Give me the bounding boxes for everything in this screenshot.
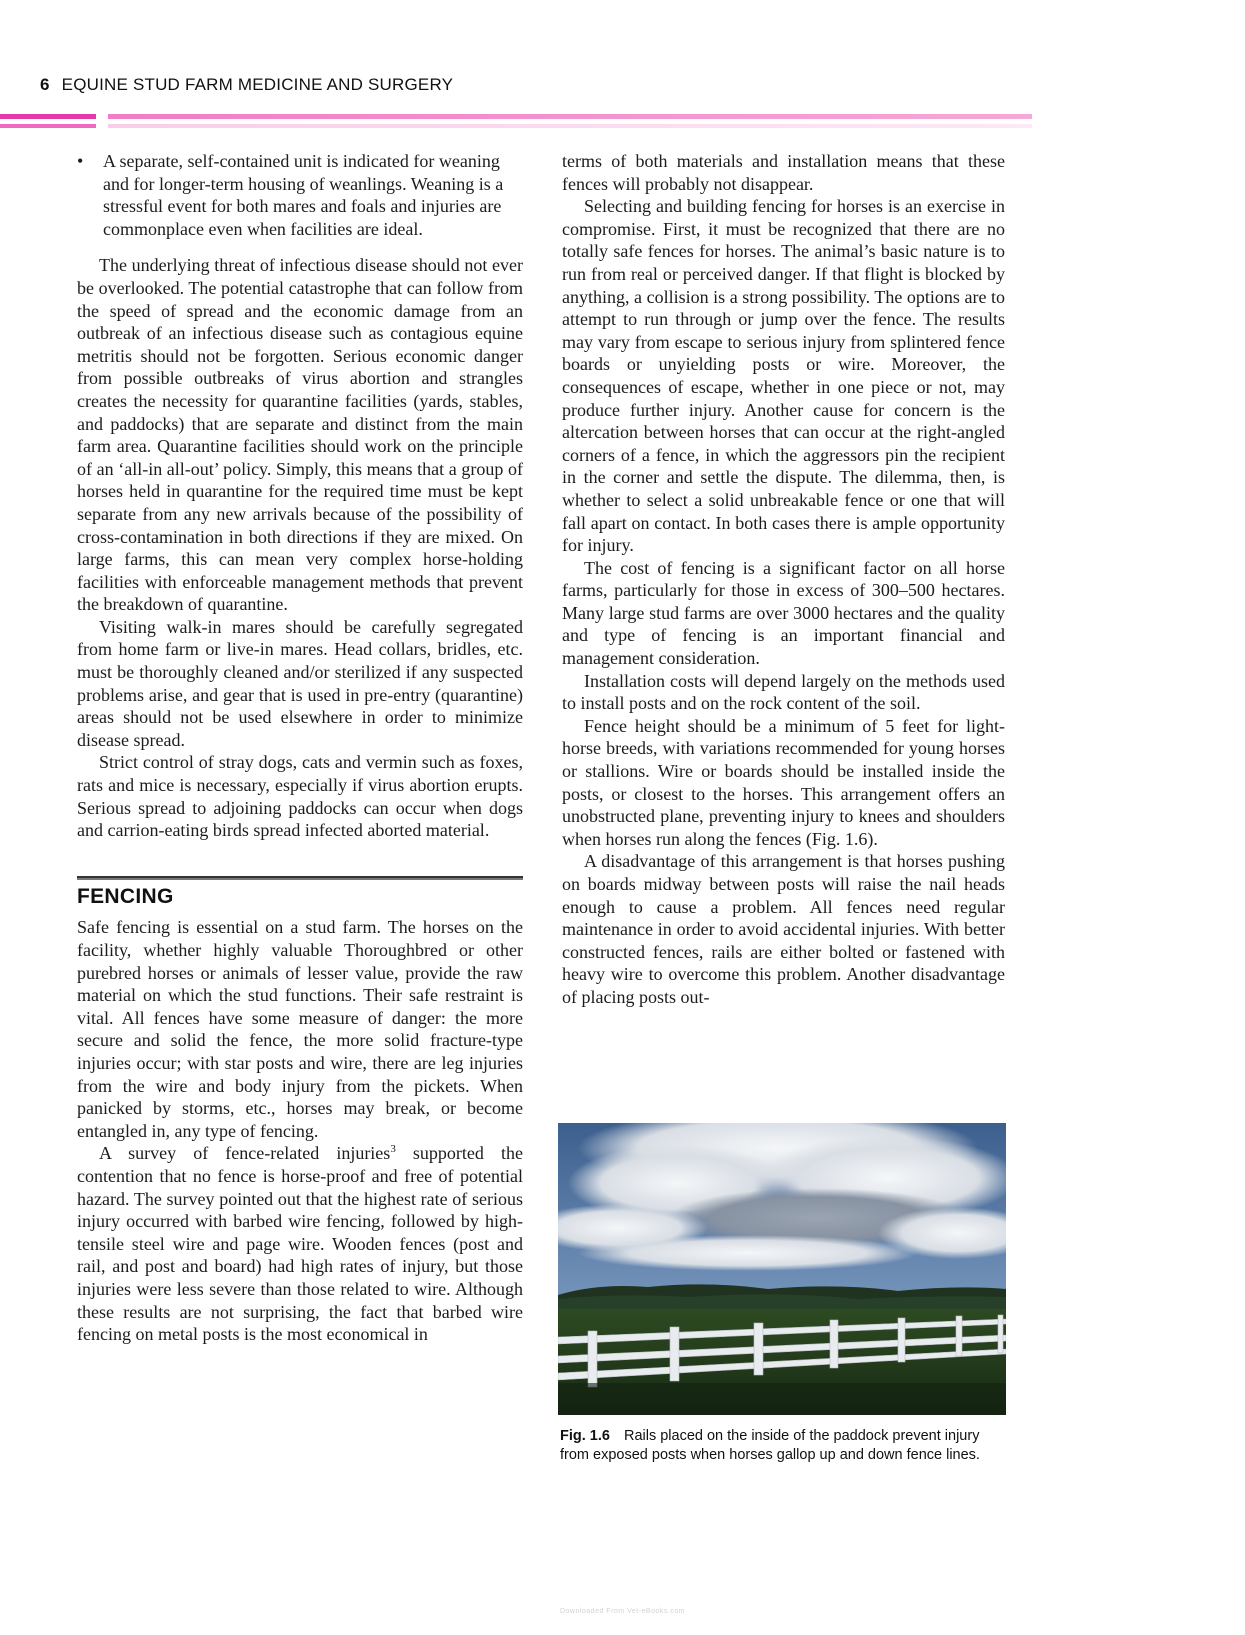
- figure-caption: [560, 1427, 1010, 1465]
- paragraph: Fence height should be a minimum of 5 feet for light-horse breeds, with variations recommended for young horses or stallions. Wire or boards should be installed inside the posts, or closest to the horses. This arrangement offers an unobstructed plane, preventing injury to knees and shoulders when horses run along the fences (Fig. 1.6).: [562, 715, 1005, 849]
- paragraph: A disadvantage of this arrangement is that horses pushing on boards midway between posts will raise the nail heads enough to cause a problem. All fences need regular maintenance in order to avoid accidental injuries. With better constructed fences, rails are either bolted or fastened with heavy wire to overcome this problem. Another disadvantage of placing posts out-: [562, 851, 1005, 1007]
- paragraph: [77, 1142, 523, 1345]
- paragraph: The underlying threat of infectious disease should not ever be overlooked. The potential catastrophe that can follow from the speed of spread and the economic damage from an outbreak of an infectious disease such as contagious equine metritis should not be forgotten. Serious economic danger from possible outbreaks of virus abortion and strangles creates the necessity for quarantine facilities (yards, stables, and paddocks) that are separate and distinct from the main farm area. Quarantine facilities should work on the principle of an ‘all-in all-out’ policy. Simply, this means that a group of horses held in quarantine for the required time must be kept separate from any new arrivals because of the possibility of cross-contamination in both directions if they are mixed. On large farms, this can mean very complex horse-holding facilities with enforceable management methods that prevent the breakdown of quarantine.: [77, 255, 523, 615]
- running-head: [40, 75, 453, 95]
- header-rule-thin: [0, 124, 1032, 128]
- paragraph-text: supported the contention that no fence is horse-proof and free of potential hazard. The survey pointed out that the highest rate of serious injury occurred with barbed wire fencing, followed by high-tensile steel wire and page wire. Wooden fences (post and rail, and post and board) had high rates of injury, but those injuries were less severe than those related to wire. Although these results are not surprising, the fact that barbed wire fencing on metal posts is the most economical in: [77, 1143, 523, 1345]
- paragraph: terms of both materials and installation means that these fences will probably not disappear.: [562, 151, 1005, 194]
- right-column: [562, 150, 1005, 1009]
- bullet-icon: •: [77, 151, 84, 171]
- paragraph-text: A survey of fence-related injuries: [99, 1143, 391, 1164]
- paragraph: The cost of fencing is a significant factor on all horse farms, particularly for those in excess of 300–500 hectares. Many large stud farms are over 3000 hectares and the quality and type of fencing is an important financial and management consideration.: [562, 557, 1005, 669]
- section-heading: FENCING: [77, 884, 174, 908]
- figure-photo: [558, 1123, 1006, 1415]
- figure-label: Fig. 1.6: [560, 1428, 610, 1444]
- watermark: Downloaded From Vet-eBooks.com: [559, 1608, 686, 1615]
- paragraph: Visiting walk-in mares should be carefully segregated from home farm or live-in mares. Head collars, bridles, etc. must be thoroughly cleaned and/or sterilized if any suspected problems arise, and gear that is used in pre-entry (quarantine) areas should not be used elsewhere in order to minimize disease spread.: [77, 616, 523, 750]
- book-title: EQUINE STUD FARM MEDICINE AND SURGERY: [61, 75, 454, 94]
- paddock-fence-photo: [558, 1123, 1006, 1415]
- caption-text: Rails placed on the inside of the paddock prevent injury from exposed posts when horses gallop up and down fence lines.: [560, 1428, 980, 1463]
- paragraph: Safe fencing is essential on a stud farm. The horses on the facility, whether highly valuable Thoroughbred or other purebred horses or animals of lesser value, provide the raw material on which the stud functions. Their safe restraint is vital. All fences have some measure of danger: the more secure and solid the fence, the more solid fracture-type injuries occur; with star posts and wire, there are leg injuries from the wire and body injury from the pickets. When panicked by storms, etc., horses may break, or become entangled in, any type of fencing.: [77, 917, 523, 1141]
- paragraph: Strict control of stray dogs, cats and vermin such as foxes, rats and mice is necessary, especially if virus abortion erupts. Serious spread to adjoining paddocks can occur when dogs and carrion-eating birds spread infected aborted material.: [77, 752, 523, 841]
- reference-marker: 3: [390, 1143, 396, 1156]
- left-column: [77, 150, 523, 1346]
- bullet-text: A separate, self-contained unit is indicated for weaning and for longer-term housing of weanlings. Weaning is a stressful event for both mares and foals and injuries are commonplace even when facilities are ideal.: [103, 151, 504, 239]
- paragraph: Selecting and building fencing for horses is an exercise in compromise. First, it must be recognized that there are no totally safe fences for horses. The animal’s basic nature is to run from real or perceived danger. If that flight is blocked by anything, a collision is a strong possibility. The options are to attempt to run through or jump over the fence. The results may vary from escape to serious injury from splintered fence boards or unyielding posts or wire. Moreover, the consequences of escape, whether in one piece or not, may produce further injury. Another cause for concern is the altercation between horses that can occur at the right-angled corners of a fence, in which the aggressors pin the recipient in the corner and settle the dispute. The dilemma, then, is whether to select a solid unbreakable fence or one that will fall apart on contact. In both cases there is ample opportunity for injury.: [562, 196, 1005, 556]
- paragraph: Installation costs will depend largely on the methods used to install posts and on the rock content of the soil.: [562, 670, 1005, 714]
- header-rule-thick: [0, 114, 1032, 119]
- page-number: 6: [40, 75, 50, 94]
- bullet-item: [77, 150, 523, 240]
- section-rule: [77, 876, 523, 880]
